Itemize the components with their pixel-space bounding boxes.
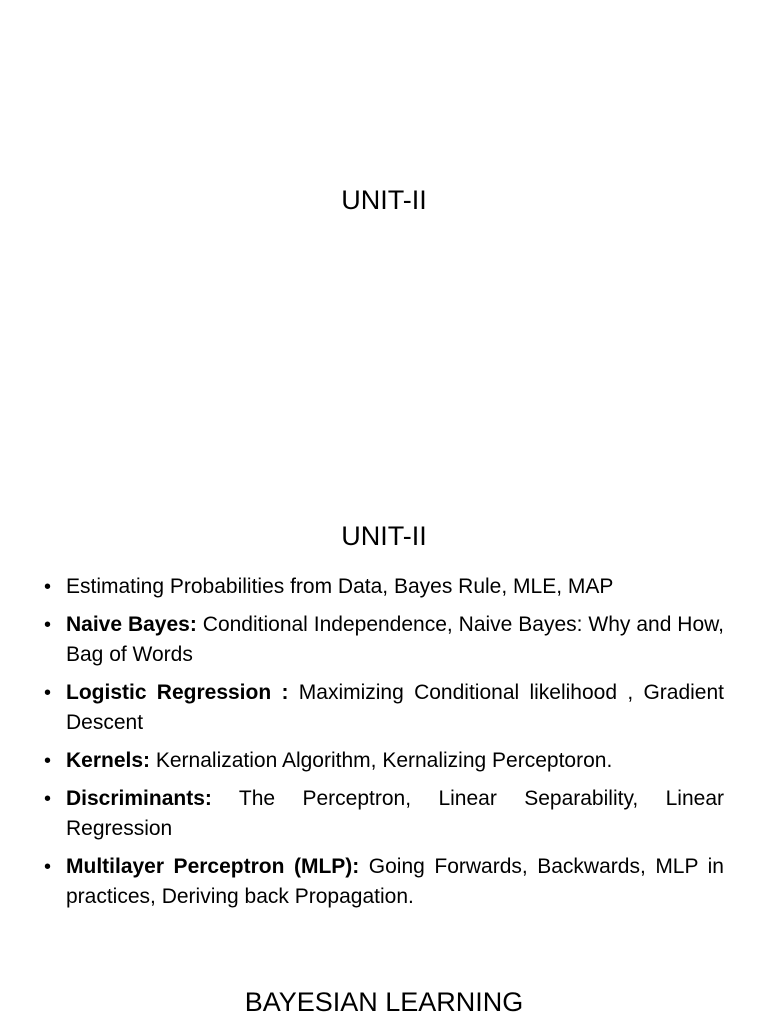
bullet-icon: • [44,682,52,704]
slide3-title: BAYESIAN LEARNING [244,987,524,1017]
topic-heading: Naive Bayes: [66,613,197,636]
topic-item [44,852,724,912]
topic-heading: Multilayer Perceptron (MLP): [66,855,360,878]
topic-text: Conditional Independence, Naive Bayes: Why and How, Bag of Words [66,613,724,666]
topic-text: Estimating Probabilities from Data, Bayes Rule, MLE, MAP [66,575,614,598]
topic-text: Maximizing Conditional likelihood , Gradient Descent [66,681,724,734]
slide1-title: UNIT-II [341,185,427,215]
bullet-icon: • [44,750,52,772]
topic-text: The Perceptron, Linear Separability, Linear Regression [66,787,724,840]
topic-item [44,610,724,670]
topic-item [44,746,724,776]
topic-text: Going Forwards, Backwards, MLP in practices, Deriving back Propagation. [66,855,724,908]
topic-heading: Discriminants: [66,787,212,810]
topic-item [44,784,724,844]
topic-item [44,572,724,602]
slide2-title: UNIT-II [341,521,427,551]
topic-heading: Kernels: [66,749,151,772]
bullet-icon: • [44,788,52,810]
topic-text: Kernalization Algorithm, Kernalizing Perceptoron. [150,749,613,772]
topic-item [44,678,724,738]
bullet-icon: • [44,576,52,598]
topic-heading: Logistic Regression : [66,681,289,704]
bullet-icon: • [44,614,52,636]
bullet-icon: • [44,856,52,878]
topic-list [44,572,724,920]
